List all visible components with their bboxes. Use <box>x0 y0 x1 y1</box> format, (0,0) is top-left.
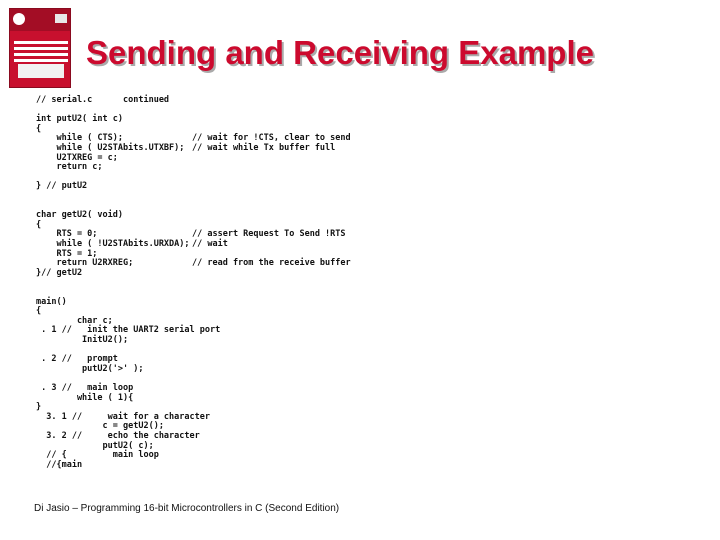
code-line <box>36 365 143 375</box>
code-line-text: putU2( c); <box>36 440 154 451</box>
code-line-text: RTS = 0; <box>36 229 98 240</box>
code-line-text: 3. 2 // echo the character <box>36 431 200 441</box>
cover-title-lines <box>14 41 68 65</box>
code-line-comment: // wait <box>192 239 228 249</box>
code-line-text: int putU2( int c) <box>36 114 123 125</box>
book-cover-image <box>9 8 71 88</box>
code-line-text: return c; <box>36 162 103 173</box>
code-line <box>36 96 169 106</box>
code-line-comment: // read from the receive buffer <box>192 258 351 269</box>
code-line-text: while ( U2STAbits.UTXBF); <box>36 143 185 153</box>
code-line-text: } <box>36 402 42 413</box>
code-line <box>36 211 123 221</box>
code-line <box>36 394 133 404</box>
code-line <box>36 336 128 346</box>
code-line-text: putU2('>' ); <box>36 363 144 374</box>
code-listing <box>36 96 696 476</box>
code-line-text: 3. 1 // wait for a character <box>36 411 210 422</box>
code-line-text: while ( !U2STAbits.URXDA); <box>36 239 190 249</box>
code-line <box>36 461 82 471</box>
footer-citation: Di Jasio – Programming 16-bit Microcontrollers in C (Second Edition) <box>34 503 340 514</box>
code-line-text: while ( 1){ <box>36 392 134 403</box>
code-line <box>36 182 87 192</box>
code-line-comment: // wait for !CTS, clear to send <box>192 133 351 144</box>
code-line-comment: // wait while Tx buffer full <box>192 143 336 153</box>
code-line-text: . 2 // prompt <box>36 354 118 365</box>
code-line <box>36 163 103 173</box>
code-line-text: char c; <box>36 315 113 326</box>
code-line-text: U2TXREG = c; <box>36 152 118 163</box>
code-line-text: // serial.c continued <box>36 95 170 105</box>
code-line-text: //{main <box>36 459 83 470</box>
code-line-text: return U2RXREG; <box>36 258 134 269</box>
code-line-text: char getU2( void) <box>36 210 123 221</box>
code-line-text: }// getU2 <box>36 267 83 278</box>
publisher-logo-icon <box>13 13 25 25</box>
slide-title: Sending and Receiving Example <box>86 34 594 71</box>
code-line <box>36 269 82 279</box>
code-line-text: { <box>36 219 42 230</box>
code-line-comment: // assert Request To Send !RTS <box>192 229 346 240</box>
cover-badge <box>55 14 67 23</box>
code-line <box>36 115 123 125</box>
cover-chip-image <box>18 64 64 78</box>
code-line-text: . 3 // main loop <box>36 383 134 393</box>
code-line-text: . 1 // init the UART2 serial port <box>36 325 221 336</box>
code-line-text: main() <box>36 296 67 307</box>
code-line-text: } // putU2 <box>36 181 88 192</box>
code-line-text: InitU2(); <box>36 335 129 345</box>
code-line-text: RTS = 1; <box>36 248 98 259</box>
code-line-text: // { main loop <box>36 450 159 461</box>
code-line-text: c = getU2(); <box>36 421 164 432</box>
code-line-text: while ( CTS); <box>36 133 123 144</box>
code-line-text: { <box>36 306 42 317</box>
code-line-text: { <box>36 123 42 134</box>
